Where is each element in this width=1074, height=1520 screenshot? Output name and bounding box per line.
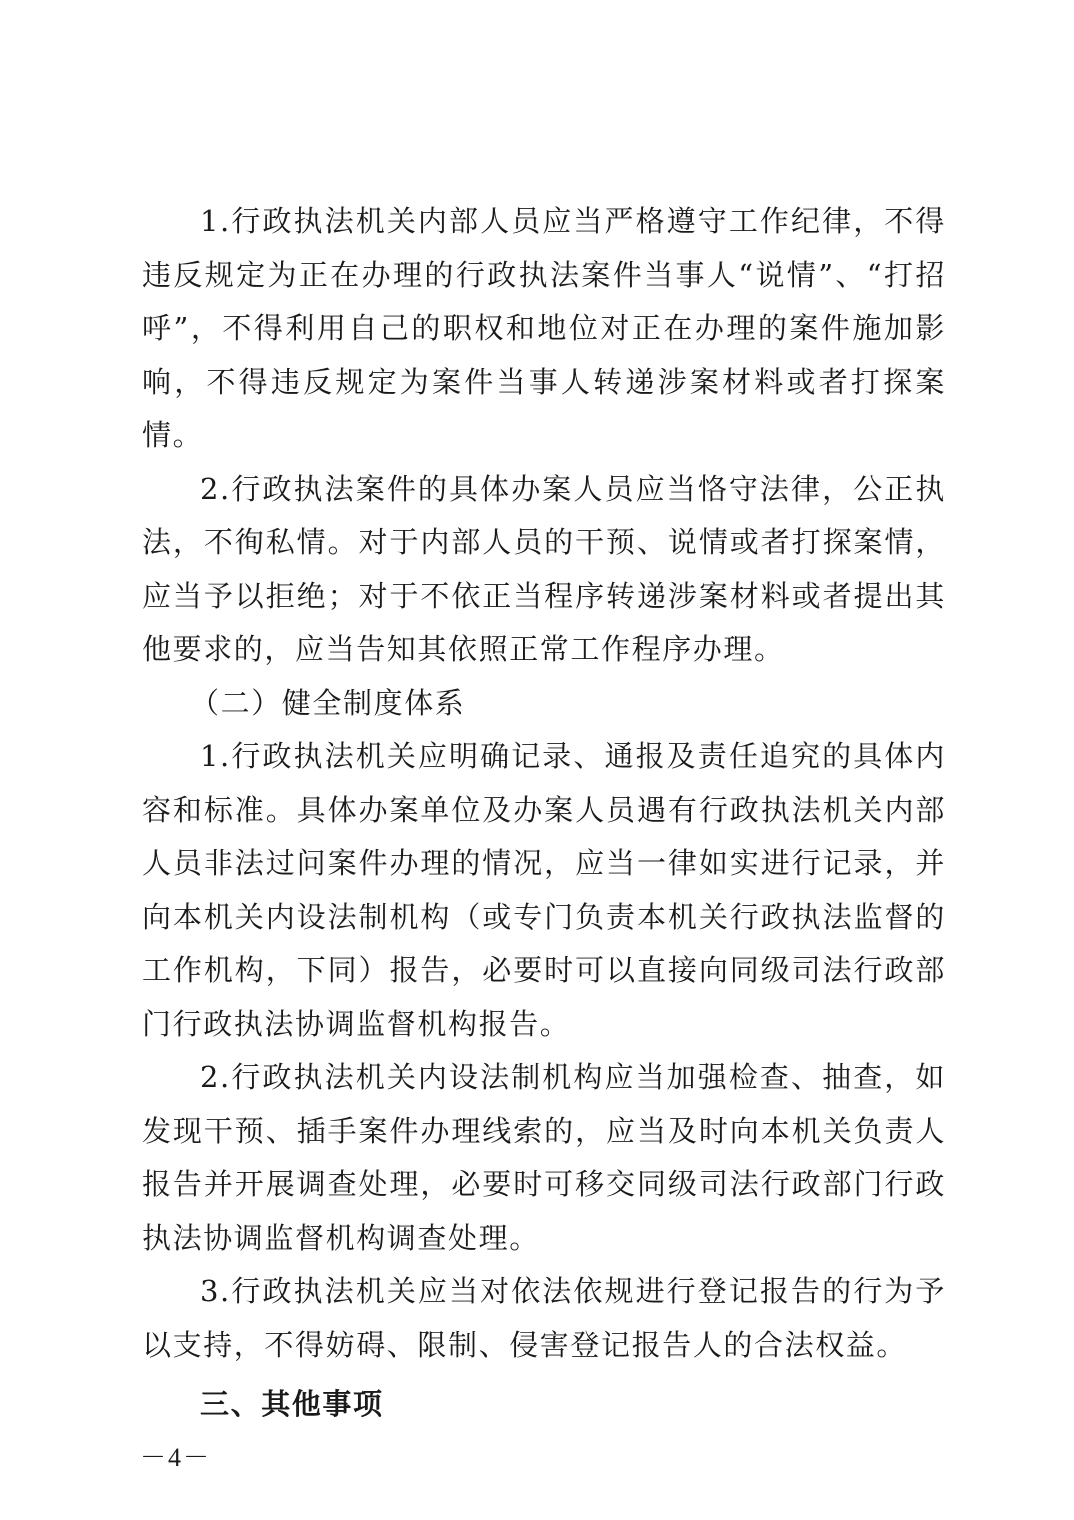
paragraph-inspection: 2.行政执法机关内设法制机构应当加强检查、抽查，如发现干预、插手案件办理线索的，应当及时向本机关负责人报告并开展调查处理，必要时可移交同级司法行政部门行政执法协调监督机构调查处理。 (142, 1060, 946, 1255)
section-heading-other-matters: 三、其他事项 (200, 1387, 384, 1421)
document-body (142, 195, 946, 1432)
paragraph-support-reporting: 3.行政执法机关应当对依法依规进行登记报告的行为予以支持，不得妨碍、限制、侵害登记报告人的合法权益。 (142, 1274, 946, 1362)
paragraph-impartial-enforcement: 2.行政执法案件的具体办案人员应当恪守法律，公正执法，不徇私情。对于内部人员的干预、说情或者打探案情，应当予以拒绝；对于不依正当程序转递涉案材料或者提出其他要求的，应当告知其依照正常工作程序办理。 (142, 471, 946, 666)
subheading-system: （二）健全制度体系 (190, 685, 466, 720)
paragraph-record-standards: 1.行政执法机关应明确记录、通报及责任追究的具体内容和标准。具体办案单位及办案人员遇有行政执法机关内部人员非法过问案件办理的情况，应当一律如实进行记录，并向本机关内设法制机构（或专门负责本机关行政执法监督的工作机构，下同）报告，必要时可以直接向同级司法行政部门行政执法协调监督机构报告。 (142, 739, 946, 1041)
paragraph-discipline: 1.行政执法机关内部人员应当严格遵守工作纪律，不得违反规定为正在办理的行政执法案件当事人“说情”、“打招呼”，不得利用自己的职权和地位对正在办理的案件施加影响，不得违反规定为案件当事人转递涉案材料或者打探案情。 (142, 204, 946, 452)
page-number: －4－ (140, 1443, 212, 1472)
